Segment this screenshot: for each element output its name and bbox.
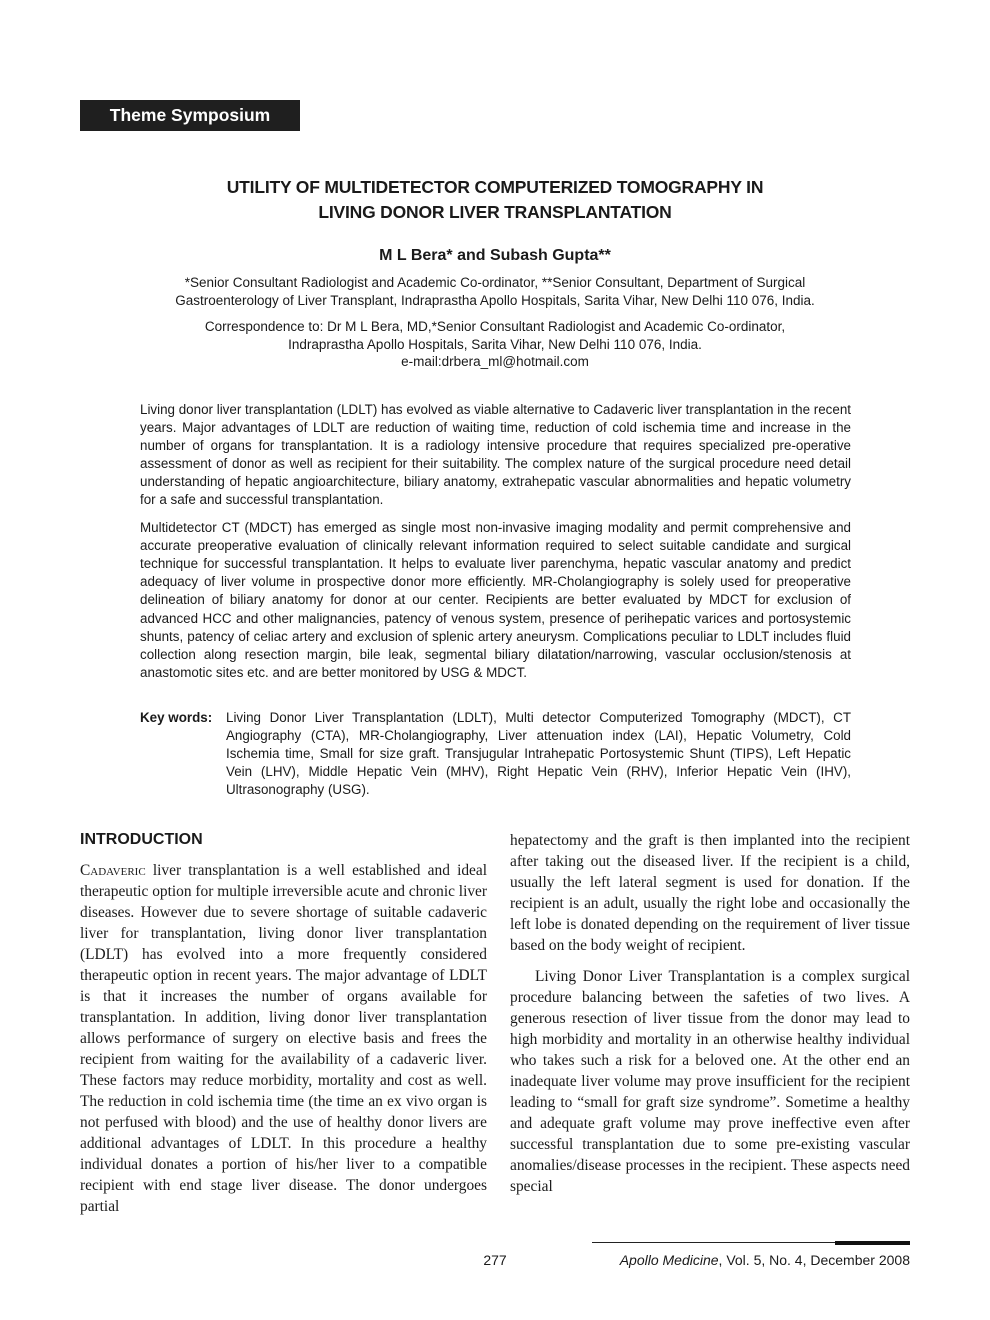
title-line-2: LIVING DONOR LIVER TRANSPLANTATION (318, 202, 672, 222)
keywords-label: Key words: (140, 710, 213, 725)
journal-name: Apollo Medicine (619, 1252, 719, 1268)
affiliation (95, 274, 895, 309)
correspondence (95, 318, 895, 371)
footer-accent-bar (835, 1241, 910, 1245)
body-paragraph: Living Donor Liver Transplantation is a complex surgical procedure balancing between the safeties of two lives. A generous resection of liver tissue from the donor may lead to high morbidity and mortality in an otherwise healthy individual who takes such a risk for a beloved one. At the other end an inadequate liver volume may prove insufficient for the recipient leading to “small for graft size syndrome”. Sometime a healthy and adequate graft volume may prove ineffective even after successful transplantation due to some pre-existing vascular anomalies/disease processes in the recipient. These aspects need special (510, 968, 910, 1195)
keywords-text: Living Donor Liver Transplantation (LDLT), Multi detector Computerized Tomography (MDCT), CT Angiography (CTA), MR-Cholangiography, Liver attenuation index (LAI), Hepatic Volumetry, Cold Ischemia time, Small for size graft. Transjugular Intrahepatic Portosystemic Shunt (TIPS), Left Hepatic Vein (LHV), Middle Hepatic Vein (MHV), Right Hepatic Vein (RHV), Inferior Hepatic Vein (IHV), Ultrasonography (USG). (226, 710, 851, 798)
journal-details: , Vol. 5, No. 4, December 2008 (718, 1252, 910, 1268)
abstract-paragraph: Multidetector CT (MDCT) has emerged as single most non-invasive imaging modality and permit comprehensive and accurate preoperative evaluation of clinically relevant information required to select suitable candidate and surgical technique for successful transplantation. It helps to evaluate liver parenchyma, hepatic vascular anatomy and predict adequacy of liver volume in prospective donor more efficiently. MR-Cholangiography is solely used for preoperative delineation of biliary anatomy for donor at our center. Recipients are better evaluated by MDCT for exclusion of advanced HCC and other malignancies, patency of venous system, presence of perihepatic varices and portosystemic shunts, patency of celiac artery and exclusion of splenic artery aneurysm. Complications peculiar to LDLT includes fluid collection along resection margin, bile leak, segmental biliary dilatation/narrowing, vascular occlusion/stenosis at anastomotic sites etc. and are better monitored by USG & MDCT. (140, 520, 851, 680)
section-badge: Theme Symposium (80, 100, 300, 131)
left-column (80, 830, 487, 1217)
correspondence-line-2: Indraprastha Apollo Hospitals, Sarita Vihar, New Delhi 110 076, India. (288, 336, 702, 352)
paragraph-text: liver transplantation is a well established and ideal therapeutic option for multiple irreversible acute and chronic liver diseases. However due to severe shortage of suitable cadaveric liver for transplantation, living donor liver transplantation (LDLT) has evolved into a more frequently considered therapeutic option in recent years. The major advantage of LDLT is that it increases the number of organs available for transplantation. In addition, living donor liver transplantation allows performance of surgery on elective basis and frees the recipient from waiting for the availability of a cadaveric liver. These factors may reduce morbidity, mortality and cost as well. The reduction in cold ischemia time (the time an ex vivo organ is not perfused with blood) and the use of healthy donor livers are additional advantages of LDLT. In this procedure a healthy individual donates a portion of his/her liver to a compatible recipient with end stage liver disease. The donor undergoes partial (80, 862, 487, 1215)
keywords (140, 709, 851, 799)
title-line-1: UTILITY OF MULTIDETECTOR COMPUTERIZED TOMOGRAPHY IN (226, 177, 764, 197)
email: e-mail:drbera_ml@hotmail.com (401, 354, 589, 369)
body-paragraph (80, 860, 487, 1217)
body-paragraph: hepatectomy and the graft is then implanted into the recipient after taking out the diseased liver. If the recipient is a child, usually the left lateral segment is used for donation. If the recipient is an adult, usually the right lobe and occasionally the left lobe is donated depending on the requirement of liver tissue based on the body weight of recipient. (510, 832, 910, 954)
right-column (510, 830, 910, 1197)
authors: M L Bera* and Subash Gupta** (379, 247, 611, 264)
journal-citation (560, 1252, 910, 1268)
affiliation-line-1: *Senior Consultant Radiologist and Academic Co-ordinator, **Senior Consultant, Department of Surgical (184, 275, 806, 290)
affiliation-line-2: Gastroenterology of Liver Transplant, Indraprastha Apollo Hospitals, Sarita Vihar, New Delhi 110 076, India. (175, 292, 815, 308)
correspondence-line-1: Correspondence to: Dr M L Bera, MD,*Senior Consultant Radiologist and Academic Co-ordinator, (204, 319, 786, 334)
first-word: Cadaveric (80, 862, 146, 879)
article-title (95, 175, 895, 225)
page-number: 277 (483, 1252, 507, 1268)
abstract (140, 401, 851, 691)
abstract-paragraph: Living donor liver transplantation (LDLT) has evolved as viable alternative to Cadaveric liver transplantation in the recent years. Major advantages of LDLT are reduction of waiting time, reduction of cold ischemia time and increase in the number of organs for transplantation. It is a radiology intensive procedure that requires specialized pre-operative assessment of donor as well as recipient for their suitability. The complex nature of the surgical procedure need detail understanding of hepatic angioarchitecture, biliary anatomy, extrahepatic vascular abnormalities and hepatic volumetry for a safe and successful transplantation. (140, 402, 851, 508)
section-heading-introduction: INTRODUCTION (80, 831, 203, 848)
